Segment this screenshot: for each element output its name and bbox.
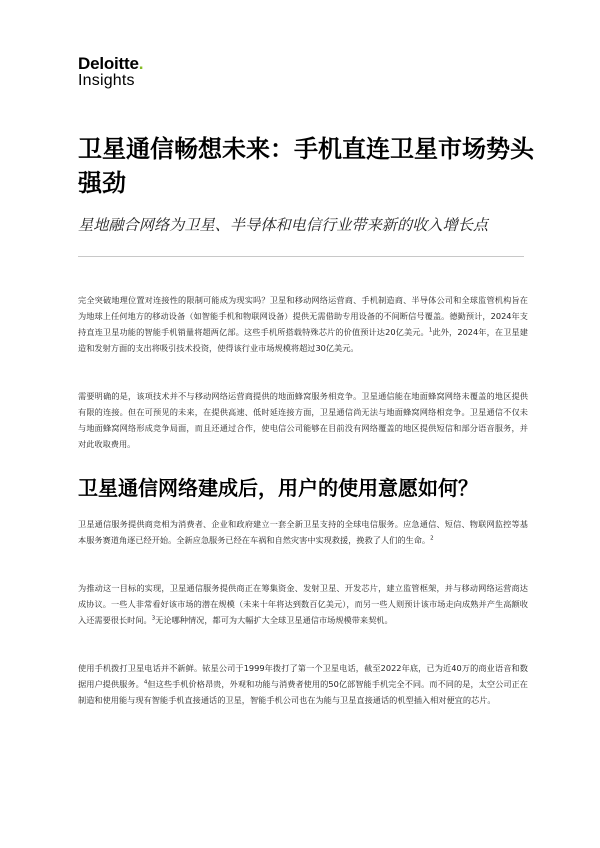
intro-paragraph-1 (78, 292, 528, 356)
page-title: 卫星通信畅想未来：手机直连卫星市场势头强劲 (78, 135, 534, 197)
paragraph-text: 需要明确的是，该项技术并不与移动网络运营商提供的地面蜂窝服务相竞争。卫星通信能在地面蜂窝网络未覆盖的地区提供有限的连接。但在可预见的未来，在提供高速、低时延连接方面，卫星通信尚无法与地面蜂窝网络相竞争。卫星通信不仅未与地面蜂窝网络形成竞争局面，而且还通过合作，使电信公司能够在目前没有网络覆盖的地区提供短信和部分语音服务，并对此收取费用。 (78, 391, 528, 449)
paragraph-text-tail: 此外，2024年，在卫星建造和发射方面的支出将吸引技术投资，使得该行业市场规模将超过30亿美元。 (78, 327, 528, 353)
section-paragraph-1 (78, 516, 528, 548)
section-heading: 卫星通信网络建成后，用户的使用意愿如何？ (78, 476, 478, 500)
title-divider (78, 256, 524, 257)
logo-brand-line (78, 55, 143, 72)
paragraph-text-tail: 但这些手机价格昂贵，外观和功能与消费者使用的50亿部智能手机完全不同。而不同的是，太空公司正在制造和使用能与现有智能手机直接通话的卫星，智能手机公司也在为能与卫星直接通话的机型插入相对便宜的芯片。 (78, 679, 528, 705)
paragraph-text: 卫星通信服务提供商竞相为消费者、企业和政府建立一套全新卫星支持的全球电信服务。应急通信、短信、物联网监控等基本服务赛道角逐已经开始。全新应急服务已经在车祸和自然灾害中实现救援，挽救了人们的生命。 (78, 519, 528, 545)
paragraph-text-tail: 无论哪种情况，都可为大幅扩大全球卫星通信市场规模带来契机。 (155, 615, 393, 625)
footnote-ref: 2 (430, 535, 434, 542)
paragraph-text: 为推动这一目标的实现，卫星通信服务提供商正在筹集资金、发射卫星、开发芯片，建立监管框架，并与移动网络运营商达成协议。一些人非常看好该市场的潜在规模（未来十年将达到数百亿美元），而另一些人则预计该市场走向成熟并产生高额收入还需要很长时间。 (78, 583, 528, 625)
paragraph-text: 使用手机拨打卫星电话并不新鲜。铱星公司于1999年拨打了第一个卫星电话，截至2022年底，已为近40万的商业语音和数据用户提供服务。 (78, 663, 528, 689)
logo-green-dot: . (138, 54, 144, 73)
paragraph-text: 完全突破地理位置对连接性的限制可能成为现实吗？卫星和移动网络运营商、手机制造商、半导体公司和全球监管机构旨在为地球上任何地方的移动设备（如智能手机和物联网设备）提供无需借助专用设备的不间断信号覆盖。德勤预计，2024年支持直连卫星功能的智能手机销量将超两亿部。这些手机所搭载特殊芯片的价值预计达20亿美元。 (78, 295, 528, 337)
footnote-ref: 1 (428, 327, 433, 334)
footnote-ref: 3 (151, 615, 156, 622)
section-paragraph-2 (78, 580, 528, 628)
page-subtitle: 星地融合网络为卫星、半导体和电信行业带来新的收入增长点 (78, 216, 489, 234)
intro-paragraph-2 (78, 388, 528, 452)
section-paragraph-3 (78, 660, 528, 708)
logo-sub: Insights (78, 72, 135, 89)
deloitte-insights-logo (78, 55, 143, 89)
footnote-ref: 4 (143, 679, 148, 686)
logo-brand: Deloitte (78, 54, 139, 73)
